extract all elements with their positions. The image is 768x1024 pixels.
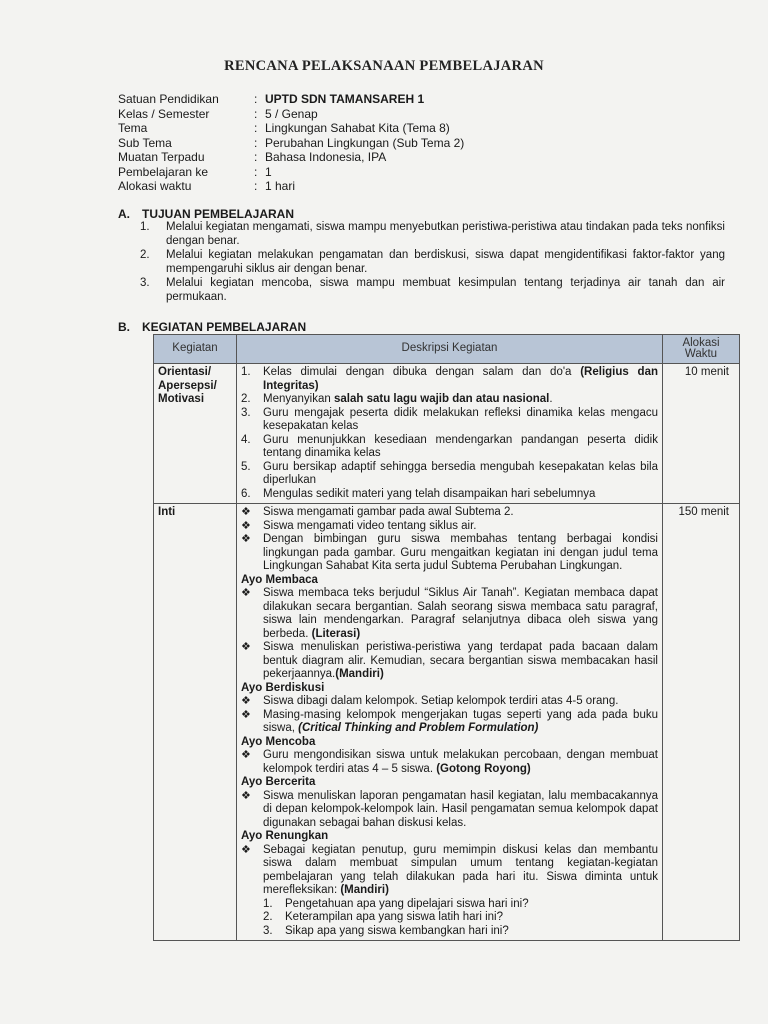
list-item: ❖ Siswa mengamati video tentang siklus air. <box>241 519 477 532</box>
cell-inti-time: 150 menit <box>663 504 740 941</box>
list-item: ❖ Siswa dibagi dalam kelompok. Setiap kelompok terdiri atas 4-5 orang. <box>241 695 619 707</box>
cell-orientasi-label: Orientasi/ Apersepsi/ Motivasi <box>154 364 237 504</box>
info-row <box>118 92 464 107</box>
section-b-heading: B. KEGIATAN PEMBELAJARAN <box>118 320 307 334</box>
info-value: 1 hari <box>265 179 296 193</box>
info-label: Satuan Pendidikan <box>118 92 219 106</box>
info-row <box>118 179 464 194</box>
info-value: UPTD SDN TAMANSAREH 1 <box>265 92 425 106</box>
info-value: Bahasa Indonesia, IPA <box>265 150 387 164</box>
table-header-row <box>154 335 740 364</box>
reflection-question: 1. Pengetahuan apa yang dipelajari siswa hari ini? <box>263 897 529 910</box>
list-item: ❖ Siswa mengamati gambar pada awal Subtema 2. <box>241 506 514 518</box>
list-item: ❖ Siswa menuliskan peristiwa-peristiwa yang terdapat pada bacaan dalam bentuk diagram alir. Kemudian, secara bergantian siswa membacakan hasil pekerjaannya.(Mandiri) <box>241 641 658 680</box>
list-item: ❖ Siswa membaca teks berjudul “Siklus Air Tanah”. Kegiatan membaca dapat dilakukan secara bergantian. Salah seorang siswa membaca satu paragraf, siswa lain mendengarkan. Paragraf selanjutnya dibaca oleh siswa yang berbeda. (Literasi) <box>241 587 658 640</box>
cell-inti-desc <box>237 504 663 941</box>
subheading-renungkan: Ayo Renungkan <box>241 830 329 842</box>
reflection-questions <box>241 898 658 939</box>
info-separator: : <box>254 150 258 164</box>
info-label: Kelas / Semester <box>118 106 210 121</box>
orientasi-list <box>241 366 658 501</box>
info-row <box>118 107 464 122</box>
info-separator: : <box>254 121 258 135</box>
objective-item: 3. Melalui kegiatan mencoba, siswa mampu membuat kesimpulan tentang terjadinya air tanah dan air permukaan. <box>140 277 725 303</box>
info-label: Pembelajaran ke <box>118 164 209 179</box>
objective-item: 1. Melalui kegiatan mengamati, siswa mampu menyebutkan peristiwa-peristiwa atau tindakan pada teks nonfiksi dengan benar. <box>140 221 725 247</box>
info-separator: : <box>254 179 258 193</box>
subheading-bercerita: Ayo Bercerita <box>241 776 316 788</box>
document-title: RENCANA PELAKSANAAN PEMBELAJARAN <box>224 58 544 74</box>
list-item: 5. Guru bersikap adaptif sehingga bersedia mengubah kesepakatan kelas bila diperlukan <box>241 460 658 486</box>
list-item: ❖ Sebagai kegiatan penutup, guru memimpin diskusi kelas dan membantu siswa dalam membuat simpulan umum tentang kegiatan-kegiatan pembelajaran yang telah dilakukan pada hari itu. Siswa diminta untuk merefleksikan: (Mandiri) <box>241 843 658 896</box>
header-deskripsi: Deskripsi Kegiatan <box>237 335 663 364</box>
reflection-question: 3. Sikap apa yang siswa kembangkan hari ini? <box>263 924 509 937</box>
header-alokasi: Alokasi Waktu <box>663 335 740 364</box>
subheading-membaca: Ayo Membaca <box>241 573 318 586</box>
cell-orientasi-desc <box>237 364 663 504</box>
activities-table <box>153 334 740 941</box>
subheading-berdiskusi: Ayo Berdiskusi <box>241 681 325 694</box>
info-label: Muatan Terpadu <box>118 150 205 164</box>
table-row-orientasi <box>154 364 740 504</box>
cell-orientasi-time: 10 menit <box>663 364 740 504</box>
list-item: ❖ Masing-masing kelompok mengerjakan tugas seperti yang ada pada buku siswa, (Critical Thinking and Problem Formulation) <box>241 708 658 734</box>
list-item: 6. Mengulas sedikit materi yang telah disampaikan hari sebelumnya <box>241 487 596 500</box>
info-label: Tema <box>118 121 148 135</box>
info-row <box>118 136 464 151</box>
info-value: 5 / Genap <box>265 106 318 121</box>
list-item: 4. Guru menunjukkan kesediaan mendengarkan pandangan peserta didik tentang dinamika kelas <box>241 433 658 459</box>
info-label: Sub Tema <box>118 135 172 150</box>
info-row <box>118 150 464 165</box>
info-value: 1 <box>265 164 272 179</box>
subheading-mencoba: Ayo Mencoba <box>241 735 316 748</box>
info-separator: : <box>254 164 258 179</box>
info-separator: : <box>254 135 258 150</box>
list-item: ❖ Guru mengondisikan siswa untuk melakukan percobaan, dengan membuat kelompok terdiri atas 4 – 5 siswa. (Gotong Royong) <box>241 749 658 775</box>
info-block <box>118 92 464 194</box>
reflection-question: 2. Keterampilan apa yang siswa latih hari ini? <box>263 911 503 923</box>
list-item: ❖ Dengan bimbingan guru siswa membahas tentang berbagai kondisi lingkungan pada gambar. Guru mengaitkan kegiatan ini dengan judul tema Lingkungan Sahabat Kita serta judul Subtema Perubahan Lingkungan. <box>241 533 658 572</box>
info-value: Perubahan Lingkungan (Sub Tema 2) <box>265 135 465 150</box>
info-separator: : <box>254 92 258 106</box>
cell-inti-label: Inti <box>154 504 237 941</box>
list-item: 3. Guru mengajak peserta didik melakukan refleksi dinamika kelas mengacu kesepakatan kelas <box>241 406 658 432</box>
list-item: 2. Menyanyikan salah satu lagu wajib dan atau nasional. <box>241 393 553 405</box>
info-row <box>118 165 464 180</box>
list-item: 1. Kelas dimulai dengan dibuka dengan salam dan do'a (Religius dan Integritas) <box>241 366 658 392</box>
section-a-heading: A. TUJUAN PEMBELAJARAN <box>118 207 295 221</box>
info-row <box>118 121 464 136</box>
list-item: ❖ Siswa menuliskan laporan pengamatan hasil kegiatan, lalu membacakannya di depan kelompok-kelompok lain. Hasil pengamatan semua kelompok dapat digunakan sebagai bahan diskusi kelas. <box>241 789 658 829</box>
info-label: Alokasi waktu <box>118 179 192 193</box>
header-kegiatan: Kegiatan <box>154 335 237 364</box>
inti-intro-list <box>241 506 658 574</box>
objective-item: 2. Melalui kegiatan melakukan pengamatan dan berdiskusi, siswa dapat mengidentifikasi faktor-faktor yang mempengaruhi siklus air dengan benar. <box>140 249 725 275</box>
info-value: Lingkungan Sahabat Kita (Tema 8) <box>265 121 450 135</box>
info-separator: : <box>254 106 258 121</box>
table-row-inti <box>154 504 740 941</box>
objectives-list <box>140 221 725 305</box>
